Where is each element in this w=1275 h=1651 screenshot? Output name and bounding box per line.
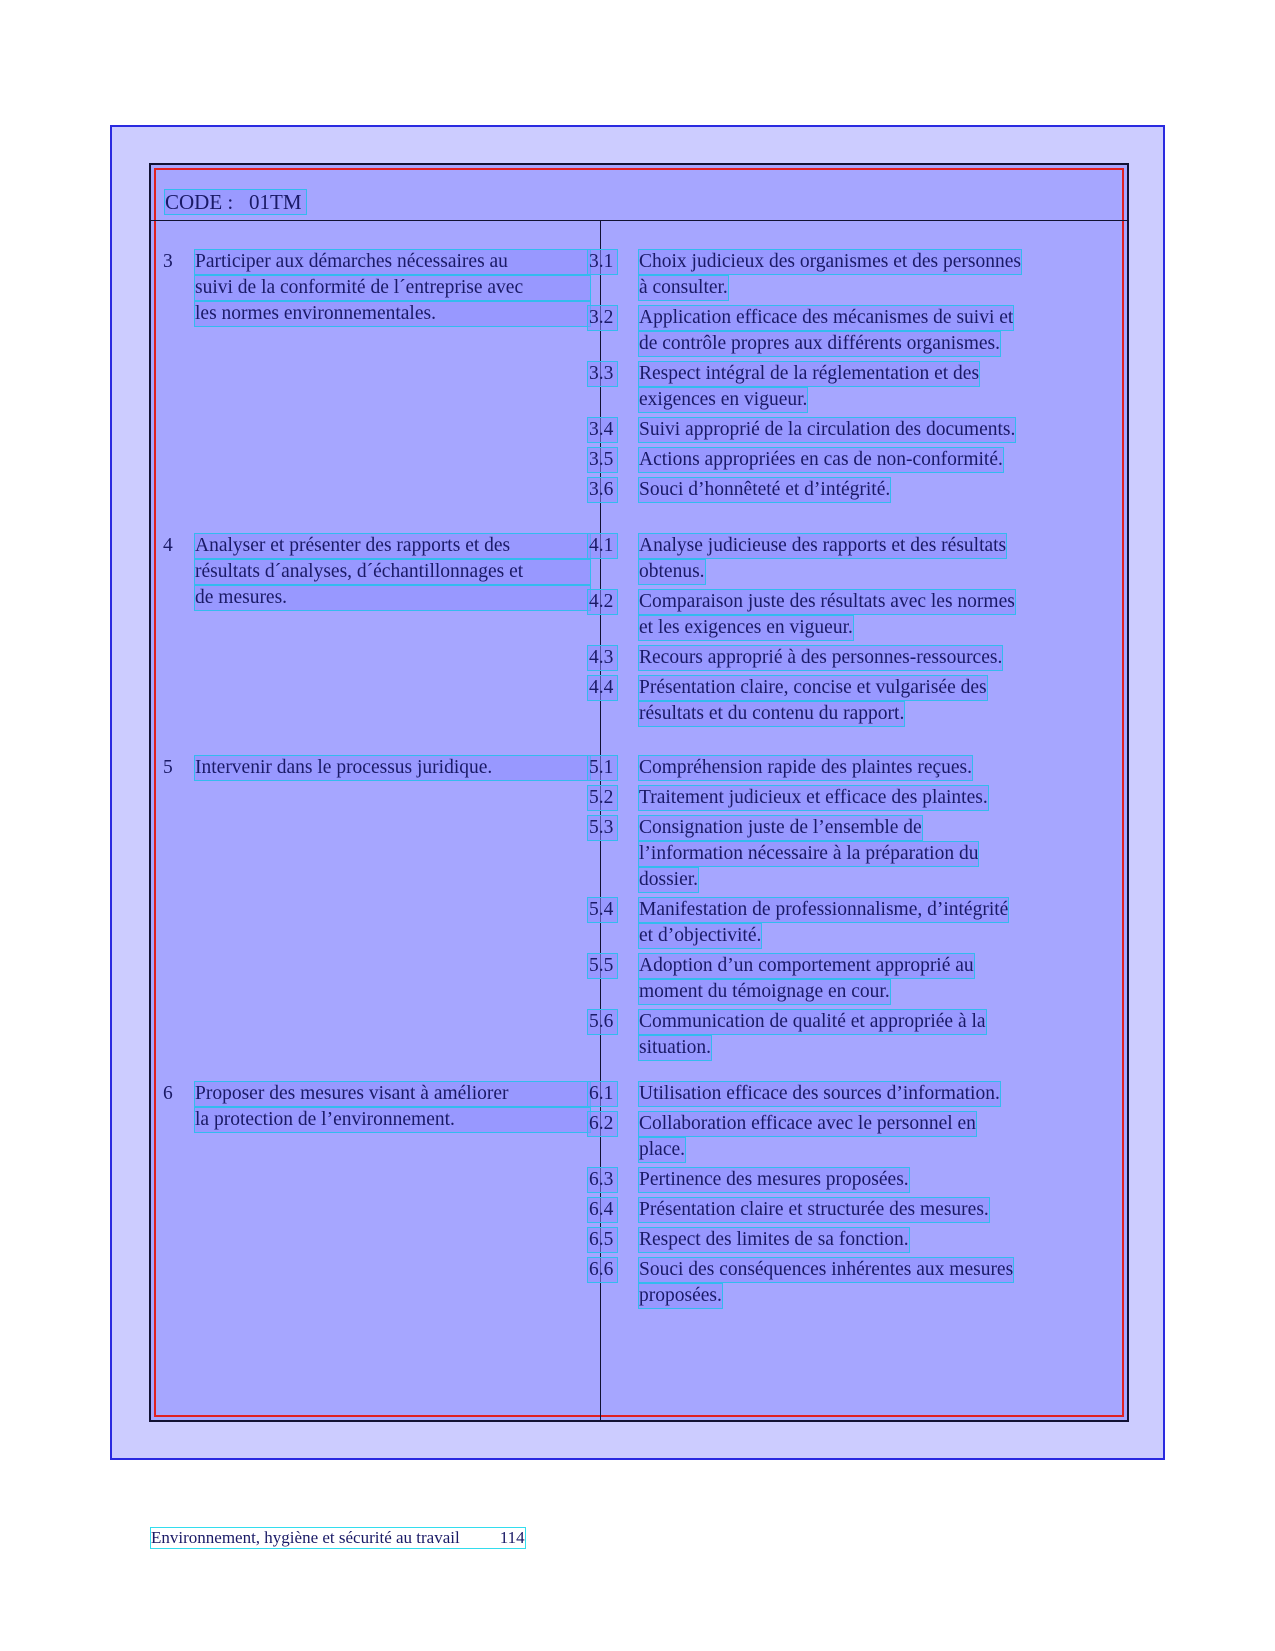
competency-table — [149, 163, 1129, 1422]
criterion-number: 6.4 — [588, 1198, 617, 1222]
criterion-line: Application efficace des mécanismes de suivi et — [639, 307, 1014, 328]
criterion-number: 6.2 — [588, 1112, 617, 1136]
criterion-line: exigences en vigueur. — [639, 389, 808, 410]
criterion-number: 6.5 — [588, 1228, 617, 1252]
code-header-row — [151, 165, 1127, 221]
criterion-line: Manifestation de professionnalisme, d’intégrité — [639, 899, 1009, 920]
section-title-line: résultats d´analyses, d´échantillonnages et — [195, 560, 590, 584]
section-title-line: la protection de l’environnement. — [195, 1108, 590, 1132]
section-title-line: Analyser et présenter des rapports et des — [195, 534, 590, 558]
section-title-line: Proposer des mesures visant à améliorer — [195, 1082, 590, 1106]
criterion-line: Présentation claire, concise et vulgarisée des — [639, 677, 987, 698]
criterion-number: 3.5 — [588, 448, 617, 472]
criterion-line: obtenus. — [639, 561, 705, 582]
criterion-line: Choix judicieux des organismes et des personnes — [639, 251, 1021, 272]
criterion-line: Respect des limites de sa fonction. — [639, 1229, 909, 1250]
criterion-number: 3.4 — [588, 418, 617, 442]
criterion-number: 5.6 — [588, 1010, 617, 1034]
criterion-line: Présentation claire et structurée des mesures. — [639, 1199, 989, 1220]
criterion-number: 3.6 — [588, 478, 617, 502]
criterion-line: Actions appropriées en cas de non-conformité. — [639, 449, 1003, 470]
criterion-line: Utilisation efficace des sources d’information. — [639, 1083, 1000, 1104]
criterion-line: résultats et du contenu du rapport. — [639, 703, 905, 724]
criterion-line: à consulter. — [639, 277, 728, 298]
criterion-number: 4.2 — [588, 590, 617, 614]
criterion-line: Suivi approprié de la circulation des documents. — [639, 419, 1016, 440]
section-number-4: 4 — [163, 535, 173, 556]
section-title-line: suivi de la conformité de l´entreprise avec — [195, 276, 590, 300]
criterion-line: de contrôle propres aux différents organismes. — [639, 333, 1001, 354]
criterion-number: 5.3 — [588, 816, 617, 840]
criterion-number: 4.3 — [588, 646, 617, 670]
criterion-line: moment du témoignage en cour. — [639, 981, 890, 1002]
criterion-number: 3.3 — [588, 362, 617, 386]
criterion-line: et d’objectivité. — [639, 925, 762, 946]
criterion-line: place. — [639, 1139, 686, 1160]
criterion-line: Souci des conséquences inhérentes aux mesures — [639, 1259, 1014, 1280]
criterion-number: 5.1 — [588, 756, 617, 780]
criterion-line: Traitement judicieux et efficace des plaintes. — [639, 787, 988, 808]
criterion-number: 5.2 — [588, 786, 617, 810]
section-title-line: de mesures. — [195, 586, 590, 610]
section-number-3: 3 — [163, 251, 173, 272]
code-label-text: CODE : — [165, 190, 234, 214]
criterion-number: 3.1 — [588, 250, 617, 274]
page-footer — [151, 1528, 525, 1548]
criterion-number: 6.6 — [588, 1258, 617, 1282]
criterion-number: 6.1 — [588, 1082, 617, 1106]
section-title-line: Intervenir dans le processus juridique. — [195, 756, 590, 780]
criterion-line: Compréhension rapide des plaintes reçues. — [639, 757, 973, 778]
footer-title: Environnement, hygiène et sécurité au travail — [151, 1528, 460, 1547]
section-title-line: Participer aux démarches nécessaires au — [195, 250, 590, 274]
section-number-5: 5 — [163, 757, 173, 778]
criterion-line: Consignation juste de l’ensemble de — [639, 817, 922, 838]
criterion-number: 6.3 — [588, 1168, 617, 1192]
code-label — [165, 190, 306, 214]
criterion-line: l’information nécessaire à la préparation du — [639, 843, 979, 864]
criterion-line: Analyse judicieuse des rapports et des résultats — [639, 535, 1007, 556]
section-number-6: 6 — [163, 1083, 173, 1104]
criterion-line: situation. — [639, 1037, 712, 1058]
criterion-number: 3.2 — [588, 306, 617, 330]
page-number: 114 — [499, 1528, 525, 1547]
criterion-line: Souci d’honnêteté et d’intégrité. — [639, 479, 891, 500]
criterion-line: Comparaison juste des résultats avec les normes — [639, 591, 1015, 612]
criterion-line: proposées. — [639, 1285, 722, 1306]
criterion-line: Pertinence des mesures proposées. — [639, 1169, 909, 1190]
criterion-number: 4.1 — [588, 534, 617, 558]
code-value: 01TM — [249, 190, 302, 214]
criterion-line: et les exigences en vigueur. — [639, 617, 853, 638]
criterion-number: 4.4 — [588, 676, 617, 700]
criterion-line: Collaboration efficace avec le personnel en — [639, 1113, 976, 1134]
criterion-number: 5.5 — [588, 954, 617, 978]
criterion-line: Respect intégral de la réglementation et des — [639, 363, 980, 384]
section-title-line: les normes environnementales. — [195, 302, 590, 326]
criterion-number: 5.4 — [588, 898, 617, 922]
criterion-line: Adoption d’un comportement approprié au — [639, 955, 974, 976]
criterion-line: dossier. — [639, 869, 699, 890]
criterion-line: Communication de qualité et appropriée à la — [639, 1011, 986, 1032]
criterion-line: Recours approprié à des personnes-ressources. — [639, 647, 1003, 668]
